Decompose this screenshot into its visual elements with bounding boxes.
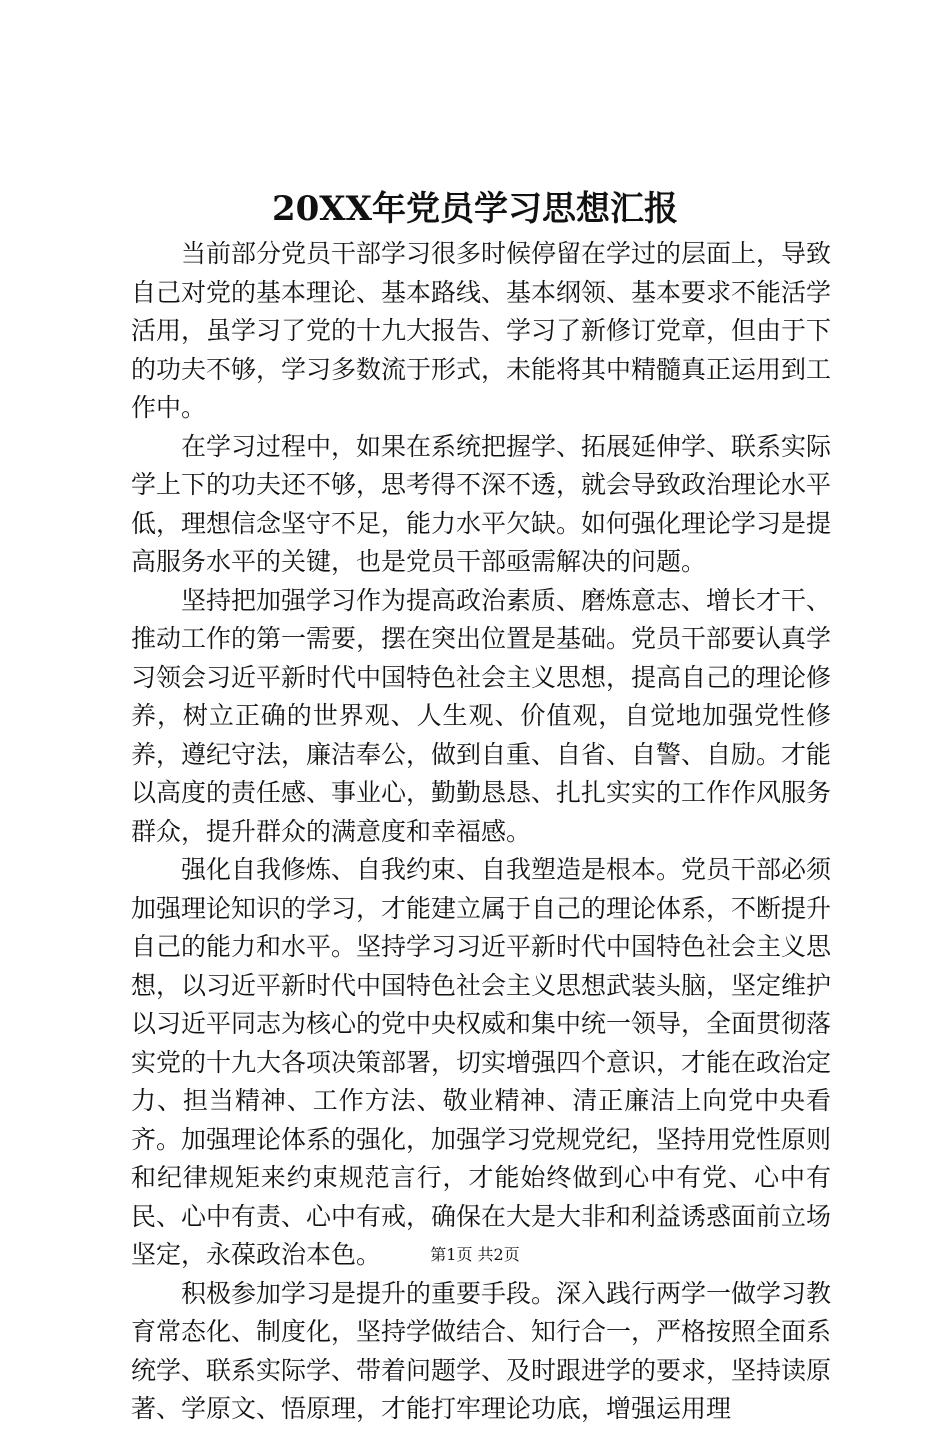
page-number-footer: 第1页 共2页 xyxy=(430,1245,520,1264)
paragraph: 积极参加学习是提升的重要手段。深入践行两学一做学习教育常态化、制度化，坚持学做结合、知行合一，严格按照全面系统学、联系实际学、带着问题学、及时跟进学的要求，坚持读原著、学原文、悟原理，才能打牢理论功底，增强运用理 xyxy=(131,1278,832,1423)
paragraph: 在学习过程中，如果在系统把握学、拓展延伸学、联系实际学上下的功夫还不够，思考得不深不透，就会导致政治理论水平低，理想信念坚守不足，能力水平欠缺。如何强化理论学习是提高服务水平的关键，也是党员干部亟需解决的问题。 xyxy=(131,431,832,576)
paragraph: 当前部分党员干部学习很多时候停留在学过的层面上，导致自己对党的基本理论、基本路线、基本纲领、基本要求不能活学活用，虽学习了党的十九大报告、学习了新修订党章，但由于下的功夫不够，学习多数流于形式，未能将其中精髓真正运用到工作中。 xyxy=(131,239,832,422)
paragraph: 强化自我修炼、自我约束、自我塑造是根本。党员干部必须加强理论知识的学习，才能建立属于自己的理论体系，不断提升自己的能力和水平。坚持学习习近平新时代中国特色社会主义思想，以习近平新时代中国特色社会主义思想武装头脑，坚定维护以习近平同志为核心的党中央权威和集中统一领导，全面贯彻落实党的十九大各项决策部署，切实增强四个意识，才能在政治定力、担当精神、工作方法、敬业精神、清正廉洁上向党中央看齐。加强理论体系的强化，加强学习党规党纪，坚持用党性原则和纪律规矩来约束规范言行，才能始终做到心中有党、心中有民、心中有责、心中有戒，确保在大是大非和利益诱惑面前立场坚定，永葆政治本色。 xyxy=(131,855,832,1269)
paragraph: 坚持把加强学习作为提高政治素质、磨炼意志、增长才干、推动工作的第一需要，摆在突出位置是基础。党员干部要认真学习领会习近平新时代中国特色社会主义思想，提高自己的理论修养，树立正确的世界观、人生观、价值观，自觉地加强党性修养，遵纪守法，廉洁奉公，做到自重、自省、自警、自励。才能以高度的责任感、事业心，勤勤恳恳、扎扎实实的工作作风服务群众，提升群众的满意度和幸福感。 xyxy=(131,585,832,846)
document-title: 20XX年党员学习思想汇报 xyxy=(271,189,679,229)
